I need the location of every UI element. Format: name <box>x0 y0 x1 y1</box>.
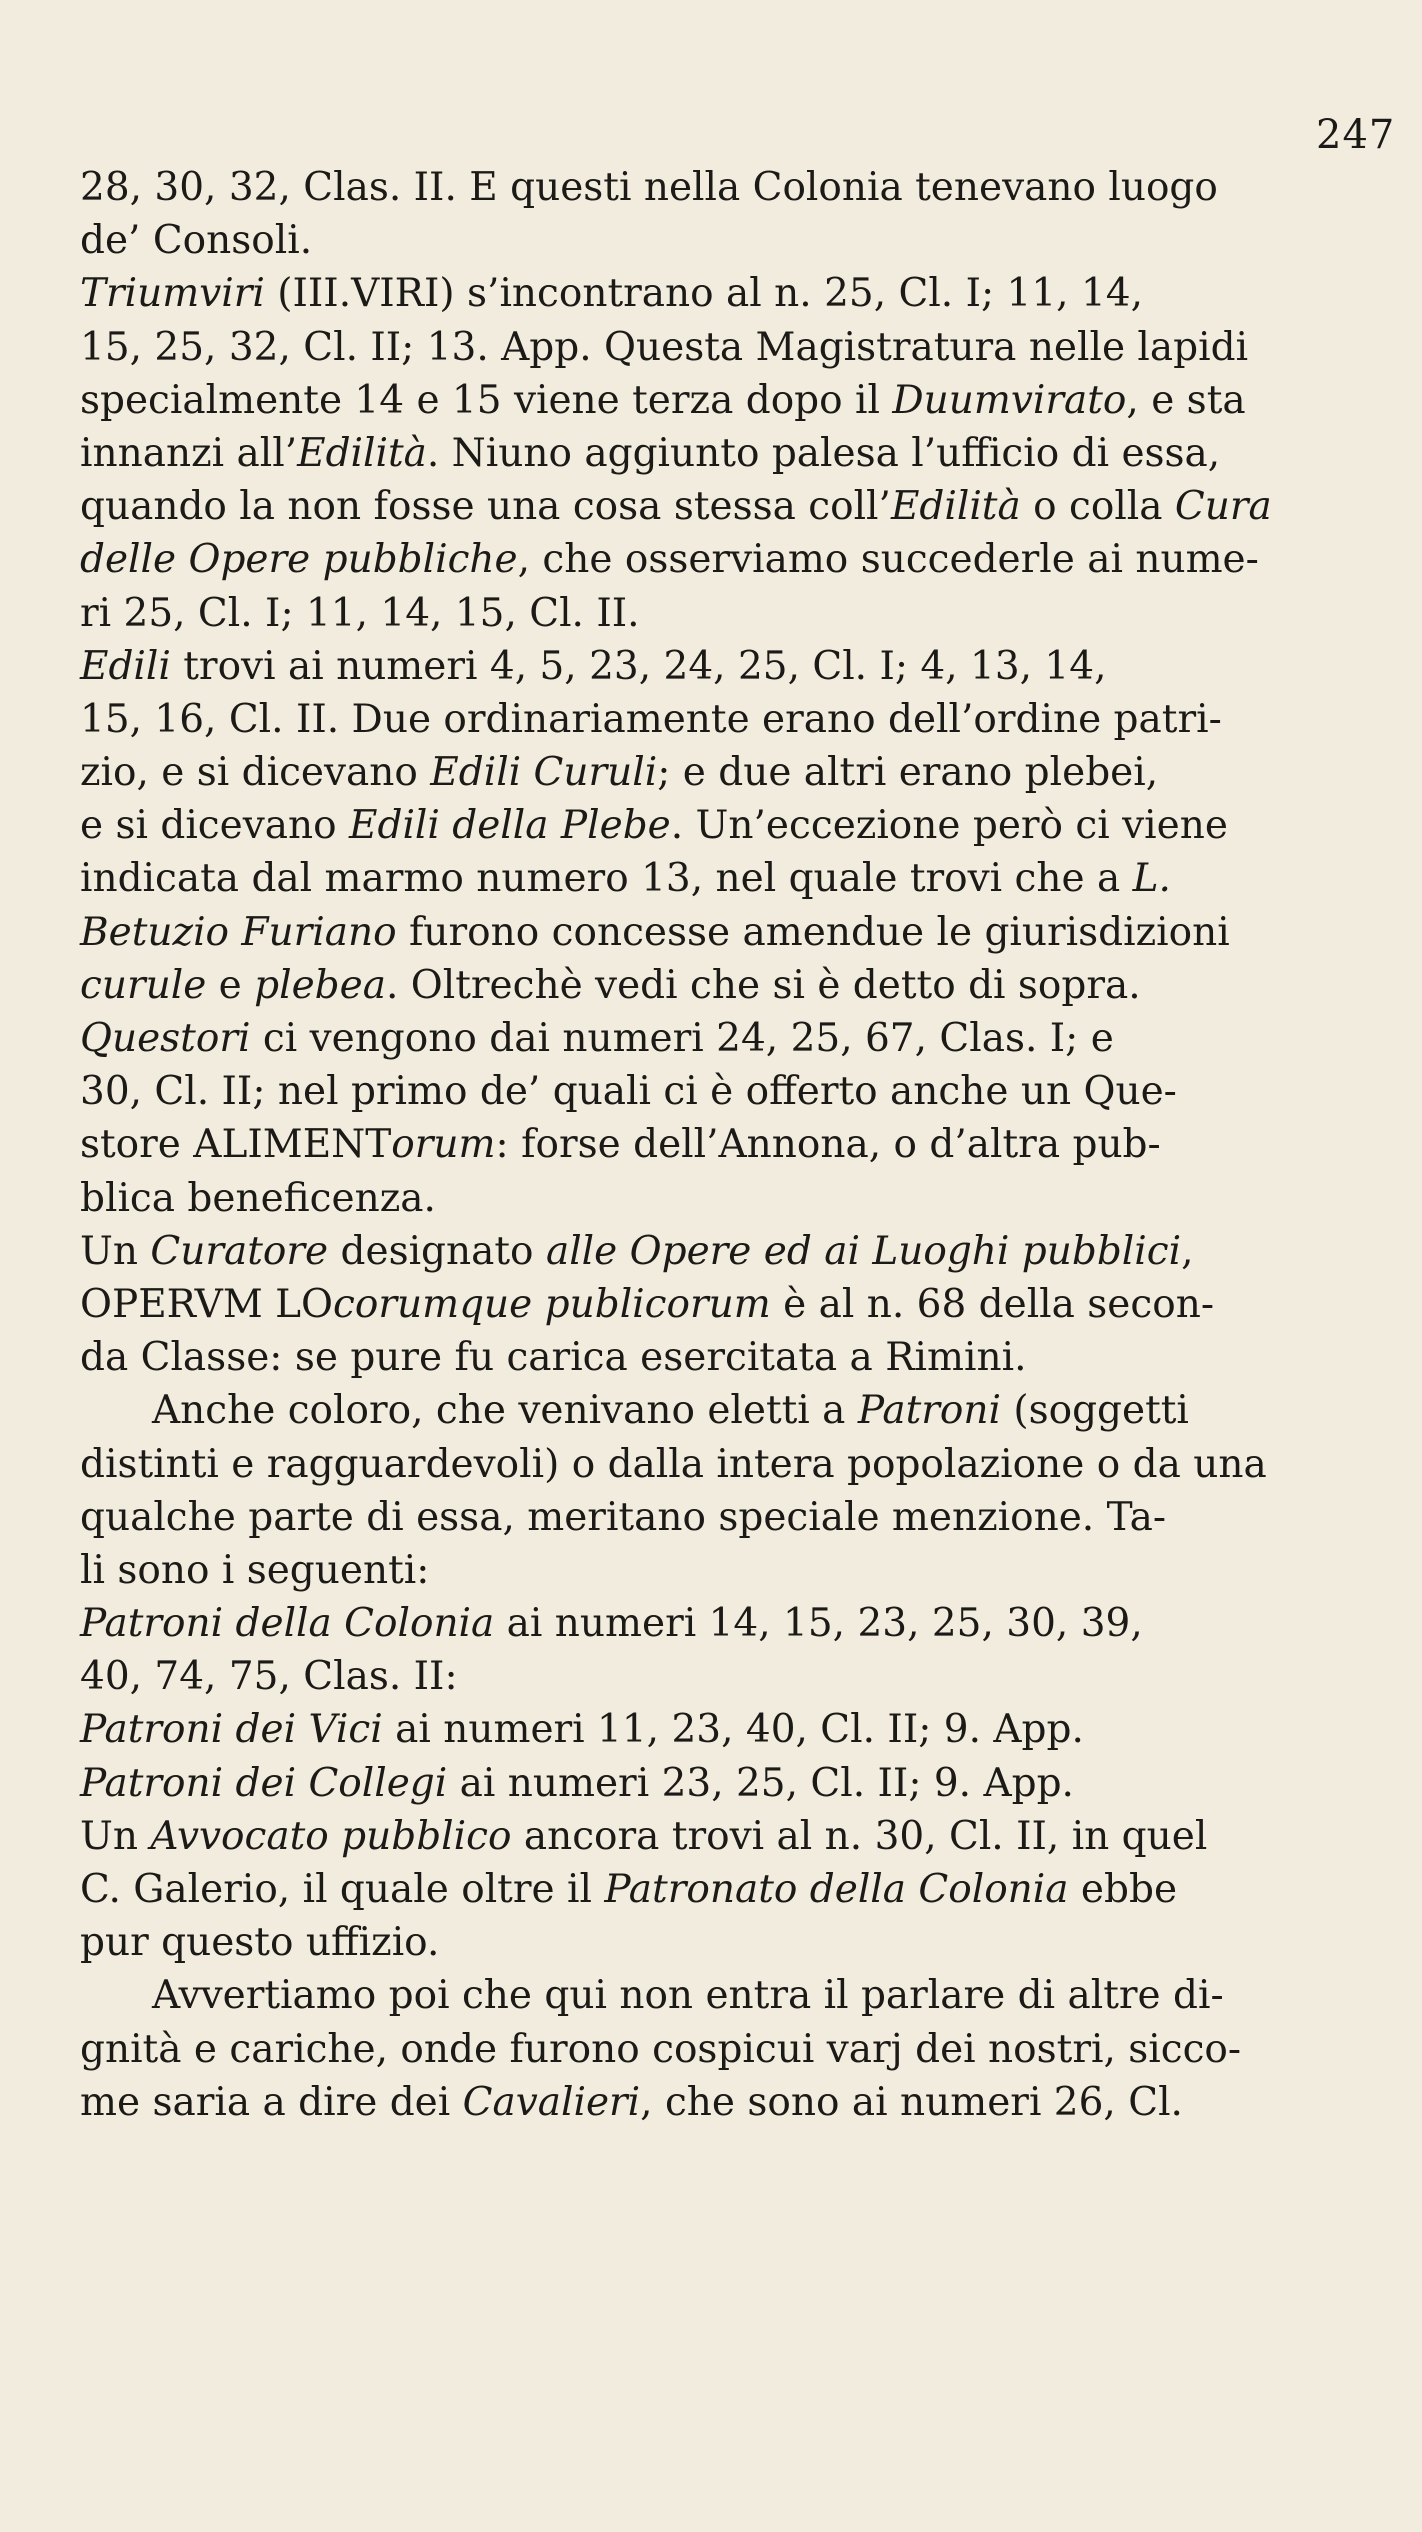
text-run: 30, Cl. II; nel primo de’ quali ci è offerto anche un Que- <box>80 1069 1177 1115</box>
italic-text: Edilità <box>890 484 1021 530</box>
italic-text: Edili <box>80 643 171 689</box>
text-run: ancora trovi al n. 30, Cl. II, in quel <box>511 1813 1208 1859</box>
italic-text: plebea <box>254 962 386 1008</box>
text-run: 28, 30, 32, Clas. II. E questi nella Colonia tenevano luogo <box>80 165 1218 210</box>
text-run: Avvertiamo poi che qui non entra il parlare di altre di- <box>152 1973 1224 2019</box>
text-run: : forse dell’Annona, o d’altra pub- <box>495 1122 1161 1168</box>
text-line <box>80 1172 1345 1225</box>
text-run: (soggetti <box>1000 1388 1189 1434</box>
text-run: zio, e si dicevano <box>80 750 431 796</box>
text-run: da Classe: se pure fu carica esercitata a Rimini. <box>80 1335 1027 1381</box>
text-line <box>80 1863 1345 1916</box>
italic-text: Edili della Plebe <box>349 803 671 849</box>
italic-text: alle Opere ed ai Luoghi pubblici <box>545 1228 1182 1274</box>
italic-text: Cavalieri <box>462 2079 641 2125</box>
text-run: . Oltrechè vedi che si è detto di sopra. <box>385 962 1141 1008</box>
text-line <box>80 906 1345 959</box>
text-run: trovi ai numeri 4, 5, 23, 24, 25, Cl. I; 4, 13, 14, <box>170 643 1107 689</box>
text-line <box>80 214 1345 267</box>
italic-text: Triumviri <box>80 271 265 317</box>
text-run: distinti e ragguardevoli) o dalla intera popolazione o da una <box>80 1441 1267 1487</box>
text-line <box>80 533 1345 586</box>
italic-text: Questori <box>80 1016 251 1061</box>
text-run: innanzi all’ <box>80 430 298 476</box>
text-run: blica beneficenza. <box>80 1175 436 1221</box>
text-run: . Niuno aggiunto palesa l’ufficio di essa, <box>426 430 1221 476</box>
italic-text: Edilità <box>297 430 427 476</box>
page-text <box>80 161 1345 2129</box>
text-line <box>80 1597 1345 1650</box>
italic-text: Betuzio Furiano <box>80 909 397 955</box>
text-line <box>80 480 1345 533</box>
text-line <box>80 1065 1345 1118</box>
text-line <box>80 427 1345 480</box>
text-run: Un <box>80 1228 151 1274</box>
text-line <box>80 959 1345 1012</box>
text-run: store ALIMENT <box>80 1122 392 1168</box>
text-run: specialmente 14 e 15 viene terza dopo il <box>80 377 893 423</box>
text-run: ebbe <box>1068 1867 1178 1912</box>
text-run: ; e due altri erano plebei, <box>657 750 1159 796</box>
text-run: C. Galerio, il quale oltre il <box>80 1867 605 1912</box>
text-run: 40, 74, 75, Clas. II: <box>80 1654 458 1700</box>
text-line <box>80 1703 1345 1756</box>
text-run: , che osserviamo succederle ai nume- <box>517 537 1259 583</box>
italic-text: Patronato della Colonia <box>604 1867 1069 1912</box>
text-run: ai numeri 11, 23, 40, Cl. II; 9. App. <box>382 1707 1084 1753</box>
text-run: li sono i seguenti: <box>80 1547 430 1593</box>
text-line <box>80 1491 1345 1544</box>
text-run: , <box>1181 1228 1194 1274</box>
text-line <box>80 2023 1345 2076</box>
italic-text: Curatore <box>150 1228 329 1274</box>
text-run: indicata dal marmo numero 13, nel quale trovi che a <box>80 856 1133 902</box>
text-run: pur questo uffizio. <box>80 1920 440 1966</box>
text-run: OPERVM LO <box>80 1281 334 1327</box>
text-line <box>80 746 1345 799</box>
text-line <box>80 1012 1345 1065</box>
italic-text: Avvocato pubblico <box>150 1813 512 1859</box>
text-line <box>80 321 1345 374</box>
text-run: (III.VIRI) s’incontrano al n. 25, Cl. I; 11, 14, <box>264 271 1143 317</box>
text-run: ai numeri 14, 15, 23, 25, 30, 39, <box>494 1601 1143 1647</box>
italic-text: Cura <box>1174 484 1272 530</box>
text-run: de’ Consoli. <box>80 218 313 264</box>
text-run: . Un’eccezione però ci viene <box>670 803 1228 849</box>
text-line <box>80 640 1345 693</box>
text-run: quando la non fosse una cosa stessa coll’ <box>80 484 891 530</box>
text-line <box>80 374 1345 427</box>
text-line <box>80 2076 1345 2129</box>
text-line <box>80 1384 1345 1437</box>
text-run: gnità e cariche, onde furono cospicui varj dei nostri, sicco- <box>80 2026 1242 2072</box>
text-line <box>80 1438 1345 1491</box>
text-line <box>80 693 1345 746</box>
text-line <box>80 799 1345 852</box>
text-line <box>80 1969 1345 2022</box>
text-run: qualche parte di essa, meritano speciale menzione. Ta- <box>80 1494 1167 1540</box>
text-line <box>80 267 1345 320</box>
text-run: me saria a dire dei <box>80 2079 463 2125</box>
italic-text: corumque publicorum <box>333 1281 771 1327</box>
text-line <box>80 1757 1345 1810</box>
italic-text: delle Opere pubbliche <box>80 537 518 583</box>
text-run: , e sta <box>1126 377 1246 423</box>
italic-text: orum <box>391 1122 496 1168</box>
italic-text: Edili Curuli <box>430 750 658 796</box>
text-run: ri 25, Cl. I; 11, 14, 15, Cl. II. <box>80 590 640 636</box>
text-run: e si dicevano <box>80 803 350 849</box>
text-line <box>80 1650 1345 1703</box>
text-line <box>80 1118 1345 1171</box>
page-number: 247 <box>1316 112 1396 158</box>
text-run: o colla <box>1020 484 1175 530</box>
text-run: furono concesse amendue le giurisdizioni <box>396 909 1230 955</box>
text-run: Un <box>80 1813 151 1859</box>
text-run: designato <box>328 1228 546 1274</box>
text-line <box>80 1225 1345 1278</box>
text-line <box>80 161 1345 214</box>
text-line <box>80 1331 1345 1384</box>
italic-text: L. <box>1132 856 1171 902</box>
text-run: è al n. 68 della secon- <box>770 1281 1215 1327</box>
text-line <box>80 1810 1345 1863</box>
text-run: 15, 25, 32, Cl. II; 13. App. Questa Magistratura nelle lapidi <box>80 324 1249 370</box>
text-line <box>80 1278 1345 1331</box>
italic-text: curule <box>80 962 207 1008</box>
text-run: ci vengono dai numeri 24, 25, 67, Clas. I; e <box>250 1016 1114 1061</box>
text-run: ai numeri 23, 25, Cl. II; 9. App. <box>447 1760 1074 1806</box>
text-run: e <box>206 962 255 1008</box>
text-line <box>80 1544 1345 1597</box>
text-line <box>80 587 1345 640</box>
italic-text: Patroni <box>857 1388 1001 1434</box>
italic-text: Duumvirato <box>892 377 1127 423</box>
text-run: 15, 16, Cl. II. Due ordinariamente erano dell’ordine patri- <box>80 696 1222 742</box>
text-run: , che sono ai numeri 26, Cl. <box>640 2079 1183 2125</box>
italic-text: Patroni dei Collegi <box>80 1760 448 1806</box>
text-run: Anche coloro, che venivano eletti a <box>152 1388 858 1434</box>
italic-text: Patroni dei Vici <box>80 1707 383 1753</box>
italic-text: Patroni della Colonia <box>80 1601 495 1647</box>
text-line <box>80 852 1345 905</box>
text-line <box>80 1916 1345 1969</box>
